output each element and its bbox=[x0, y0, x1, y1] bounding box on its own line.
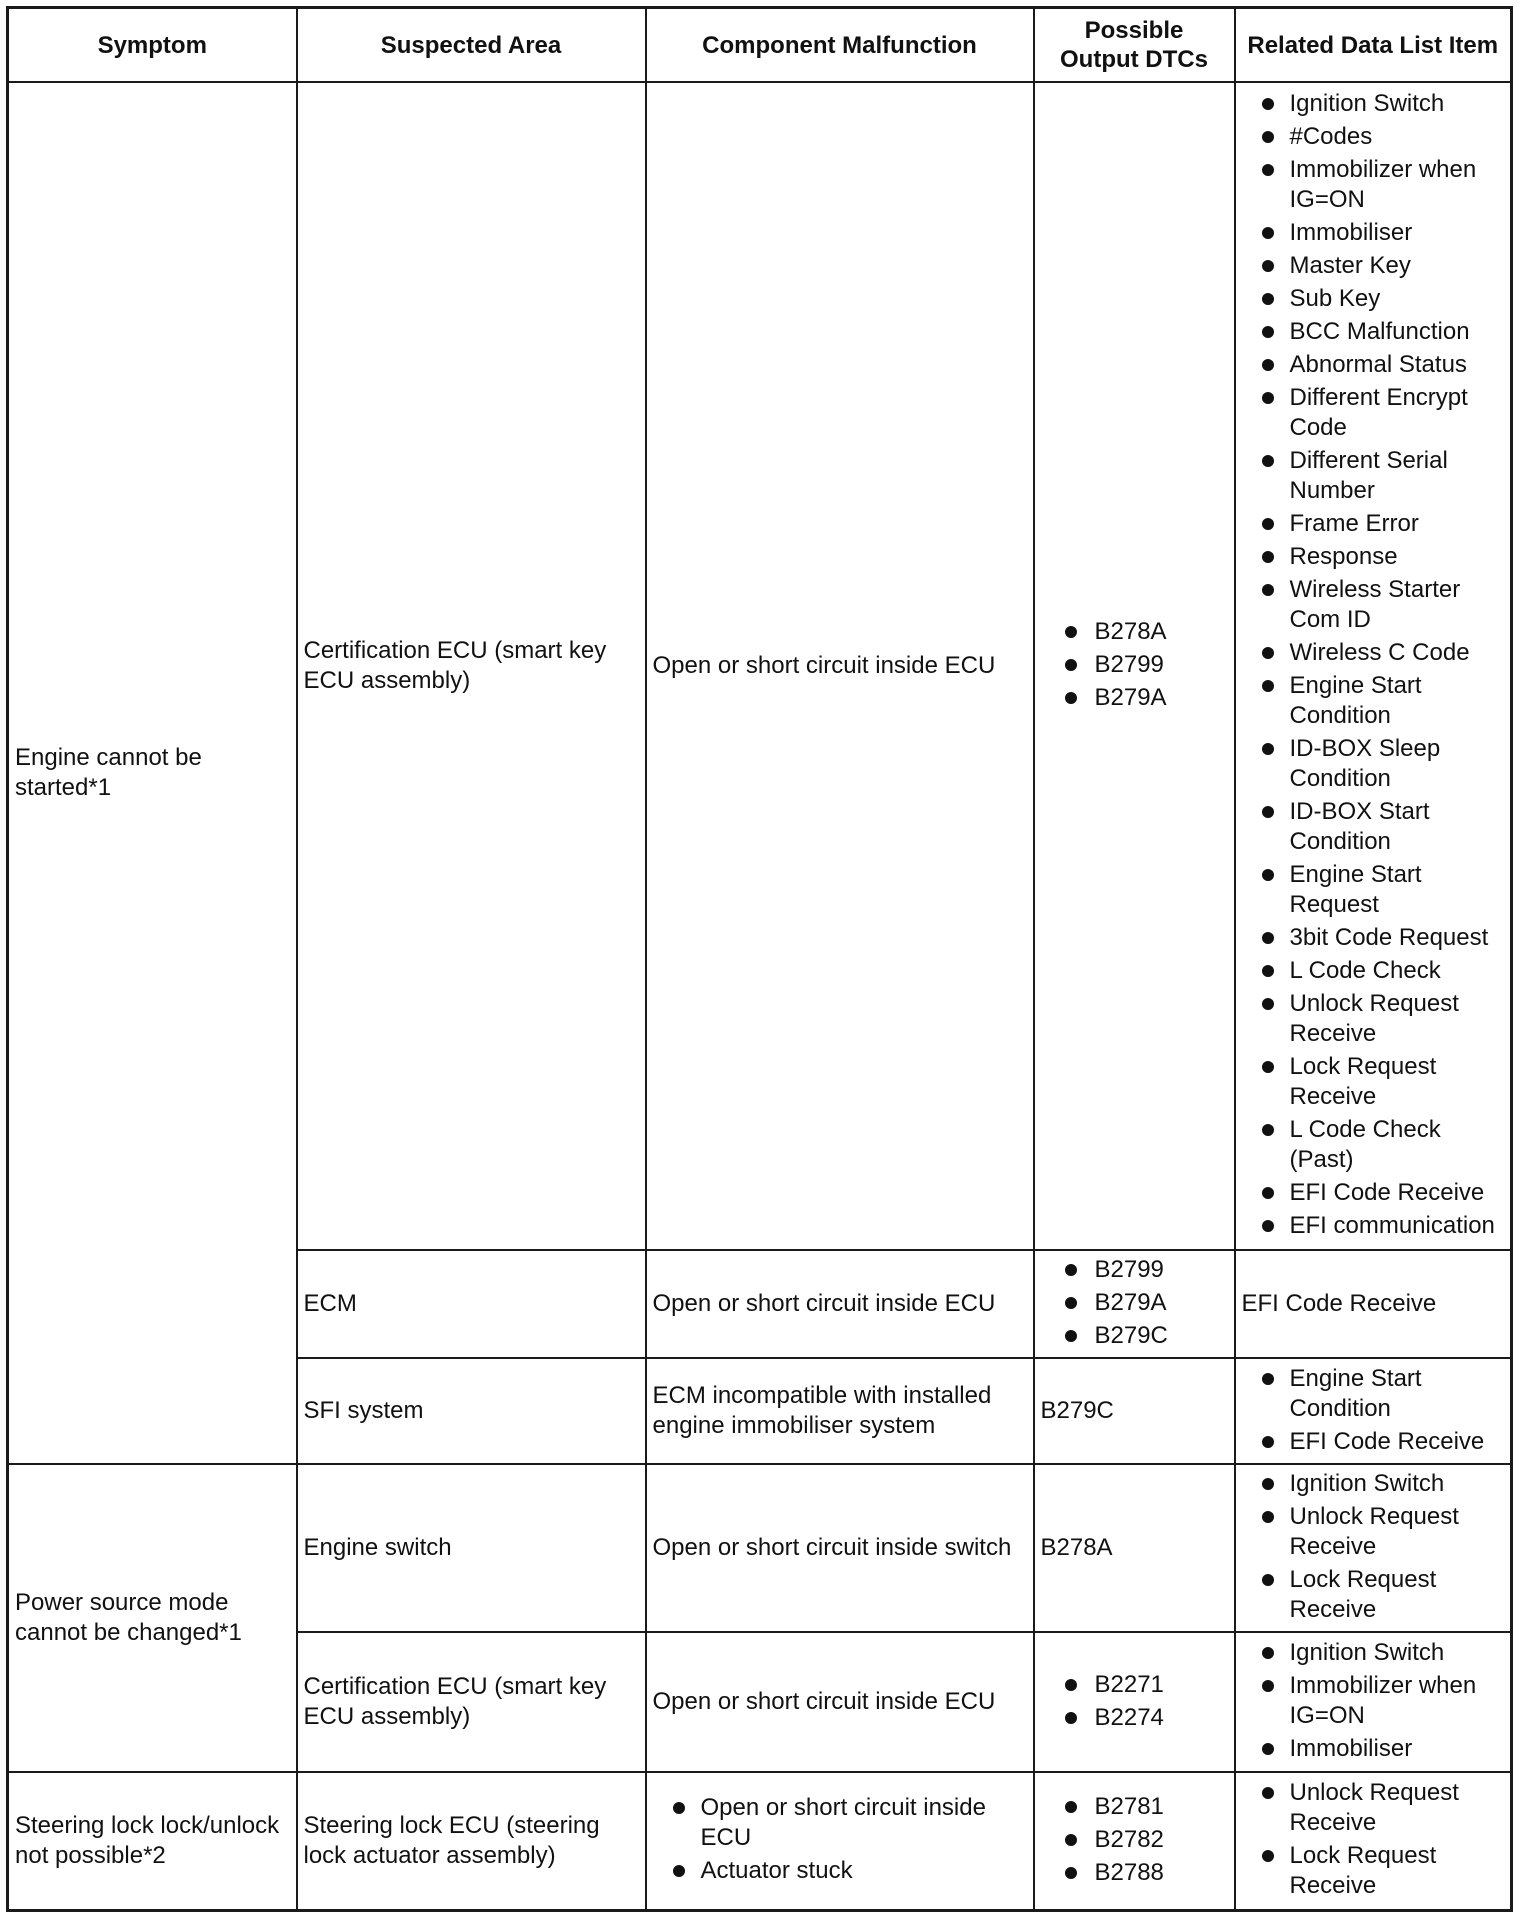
data-list bbox=[1242, 89, 1505, 1241]
dtc-item: B2799 bbox=[1041, 650, 1228, 680]
dtc-item: B279C bbox=[1041, 1321, 1228, 1351]
dtc-item: B2788 bbox=[1041, 1858, 1228, 1888]
dtc-item: B278A bbox=[1041, 617, 1228, 647]
data-list-item: Immobiliser bbox=[1242, 1734, 1505, 1764]
suspected-area-cell: ECM bbox=[297, 1250, 646, 1358]
symptom-cell: Power source mode cannot be changed*1 bbox=[8, 1464, 297, 1772]
data-list-item: Ignition Switch bbox=[1242, 1469, 1505, 1499]
data-list-item: EFI communication bbox=[1242, 1211, 1505, 1241]
data-list bbox=[1242, 1638, 1505, 1764]
data-list bbox=[1242, 1778, 1505, 1901]
dtc-item: B279A bbox=[1041, 683, 1228, 713]
data-list-item: Unlock Request Receive bbox=[1242, 1778, 1505, 1838]
malfunction-item: Open or short circuit inside ECU bbox=[653, 1793, 1027, 1853]
dtc-list bbox=[1041, 1255, 1228, 1351]
component-malfunction-cell: Open or short circuit inside switch bbox=[646, 1464, 1034, 1632]
data-list-item: L Code Check bbox=[1242, 956, 1505, 986]
data-list-item: Unlock Request Receive bbox=[1242, 989, 1505, 1049]
data-list-item: Lock Request Receive bbox=[1242, 1841, 1505, 1901]
data-list-cell: EFI Code Receive bbox=[1235, 1250, 1512, 1358]
data-list-item: Wireless Starter Com ID bbox=[1242, 575, 1505, 635]
dtc-list bbox=[1041, 1670, 1228, 1733]
table-row bbox=[8, 1464, 1512, 1632]
suspected-area-cell: Steering lock ECU (steering lock actuator assembly) bbox=[297, 1772, 646, 1910]
dtc-list bbox=[1041, 1792, 1228, 1888]
table-row bbox=[8, 1772, 1512, 1910]
dtc-item: B2799 bbox=[1041, 1255, 1228, 1285]
dtc-list bbox=[1041, 617, 1228, 713]
data-list bbox=[1242, 1364, 1505, 1457]
component-malfunction-cell: ECM incompatible with installed engine immobiliser system bbox=[646, 1358, 1034, 1464]
malfunction-item: Actuator stuck bbox=[653, 1856, 1027, 1886]
data-list-item: Engine Start Request bbox=[1242, 860, 1505, 920]
dtc-item: B2274 bbox=[1041, 1703, 1228, 1733]
data-list bbox=[1242, 1469, 1505, 1625]
data-list-item: Engine Start Condition bbox=[1242, 1364, 1505, 1424]
dtc-cell: B278A bbox=[1034, 1464, 1235, 1632]
data-list-item: Immobilizer when IG=ON bbox=[1242, 155, 1505, 215]
dtc-cell bbox=[1034, 1772, 1235, 1910]
data-list-item: #Codes bbox=[1242, 122, 1505, 152]
header-dtcs-line2: Output DTCs bbox=[1060, 46, 1208, 73]
component-malfunction-cell bbox=[646, 1772, 1034, 1910]
header-possible-output-dtcs bbox=[1034, 8, 1235, 83]
suspected-area-cell: Certification ECU (smart key ECU assembly) bbox=[297, 1632, 646, 1772]
component-malfunction-cell: Open or short circuit inside ECU bbox=[646, 1632, 1034, 1772]
header-dtcs-line1: Possible bbox=[1084, 17, 1184, 44]
header-related-data-list: Related Data List Item bbox=[1235, 8, 1512, 83]
dtc-item: B2781 bbox=[1041, 1792, 1228, 1822]
data-list-item: Immobilizer when IG=ON bbox=[1242, 1671, 1505, 1731]
header-symptom: Symptom bbox=[8, 8, 297, 83]
data-list-cell bbox=[1235, 82, 1512, 1250]
dtc-cell bbox=[1034, 82, 1235, 1250]
symptom-cell: Engine cannot be started*1 bbox=[8, 82, 297, 1464]
component-malfunction-cell: Open or short circuit inside ECU bbox=[646, 1250, 1034, 1358]
suspected-area-cell: Engine switch bbox=[297, 1464, 646, 1632]
data-list-item: L Code Check (Past) bbox=[1242, 1115, 1505, 1175]
data-list-item: EFI Code Receive bbox=[1242, 1178, 1505, 1208]
data-list-item: Sub Key bbox=[1242, 284, 1505, 314]
dtc-item: B2271 bbox=[1041, 1670, 1228, 1700]
data-list-item: Wireless C Code bbox=[1242, 638, 1505, 668]
data-list-cell bbox=[1235, 1772, 1512, 1910]
data-list-item: Abnormal Status bbox=[1242, 350, 1505, 380]
data-list-item: EFI Code Receive bbox=[1242, 1427, 1505, 1457]
dtc-cell bbox=[1034, 1632, 1235, 1772]
data-list-item: Different Serial Number bbox=[1242, 446, 1505, 506]
dtc-cell bbox=[1034, 1250, 1235, 1358]
data-list-item: BCC Malfunction bbox=[1242, 317, 1505, 347]
data-list-cell bbox=[1235, 1464, 1512, 1632]
data-list-cell bbox=[1235, 1358, 1512, 1464]
data-list-item: Different Encrypt Code bbox=[1242, 383, 1505, 443]
data-list-item: ID-BOX Sleep Condition bbox=[1242, 734, 1505, 794]
dtc-cell: B279C bbox=[1034, 1358, 1235, 1464]
dtc-item: B279A bbox=[1041, 1288, 1228, 1318]
data-list-item: Response bbox=[1242, 542, 1505, 572]
data-list-item: Engine Start Condition bbox=[1242, 671, 1505, 731]
header-suspected-area: Suspected Area bbox=[297, 8, 646, 83]
component-malfunction-cell: Open or short circuit inside ECU bbox=[646, 82, 1034, 1250]
symptom-cell: Steering lock lock/unlock not possible*2 bbox=[8, 1772, 297, 1910]
data-list-item: 3bit Code Request bbox=[1242, 923, 1505, 953]
table-row bbox=[8, 82, 1512, 1250]
header-component-malfunction: Component Malfunction bbox=[646, 8, 1034, 83]
data-list-item: Master Key bbox=[1242, 251, 1505, 281]
suspected-area-cell: Certification ECU (smart key ECU assembly) bbox=[297, 82, 646, 1250]
header-row bbox=[8, 8, 1512, 83]
data-list-item: Ignition Switch bbox=[1242, 89, 1505, 119]
data-list-item: Lock Request Receive bbox=[1242, 1565, 1505, 1625]
data-list-item: ID-BOX Start Condition bbox=[1242, 797, 1505, 857]
data-list-item: Immobiliser bbox=[1242, 218, 1505, 248]
malfunction-list bbox=[653, 1793, 1027, 1886]
data-list-cell bbox=[1235, 1632, 1512, 1772]
suspected-area-cell: SFI system bbox=[297, 1358, 646, 1464]
data-list-item: Unlock Request Receive bbox=[1242, 1502, 1505, 1562]
data-list-item: Ignition Switch bbox=[1242, 1638, 1505, 1668]
diagnostic-table bbox=[6, 6, 1513, 1912]
data-list-item: Lock Request Receive bbox=[1242, 1052, 1505, 1112]
dtc-item: B2782 bbox=[1041, 1825, 1228, 1855]
data-list-item: Frame Error bbox=[1242, 509, 1505, 539]
